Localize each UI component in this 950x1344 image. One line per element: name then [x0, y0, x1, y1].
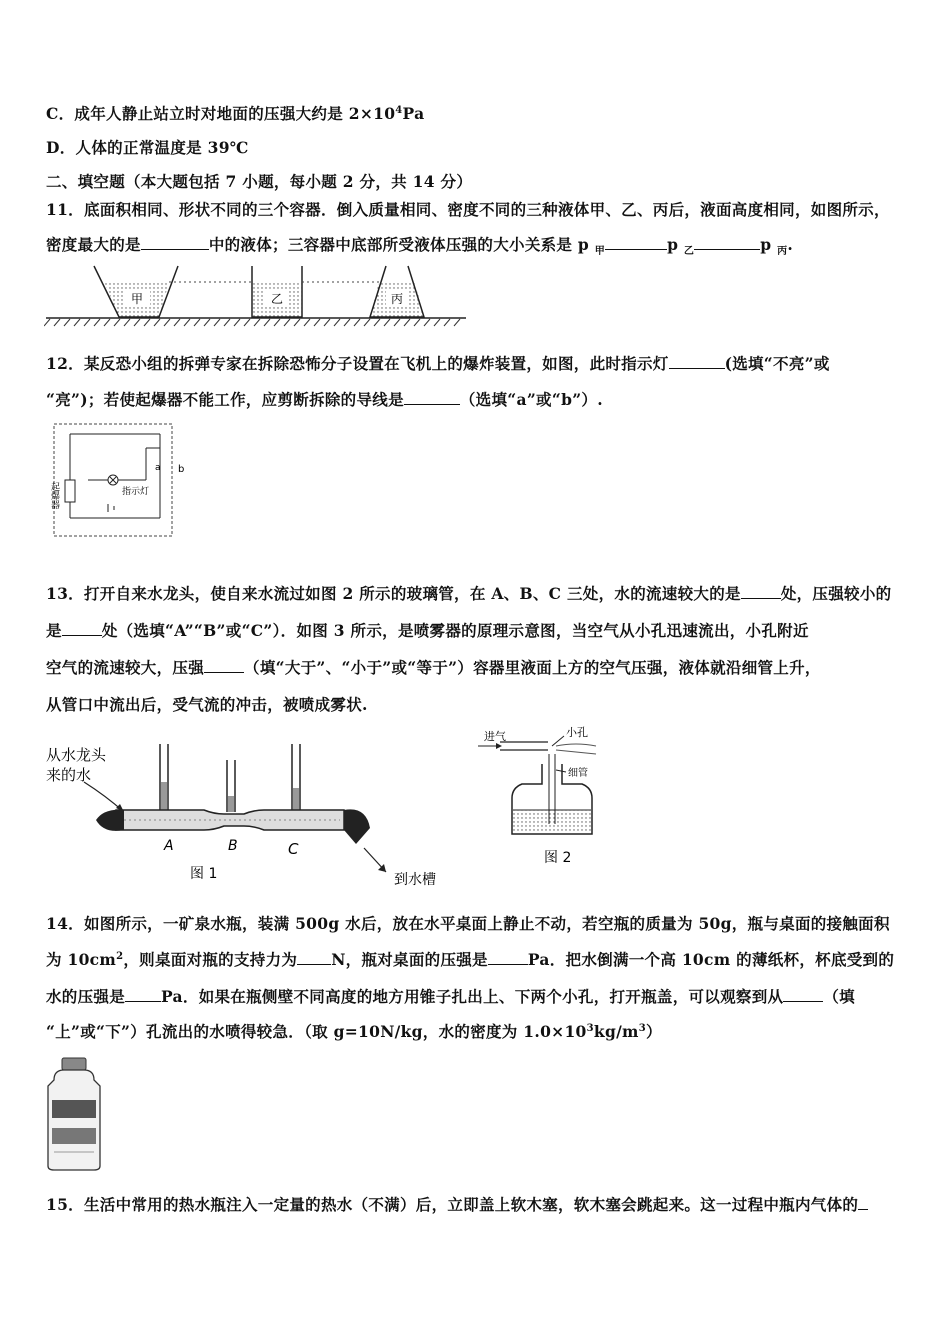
option-d: D．人体的正常温度是 39℃ [46, 138, 249, 157]
q14-bottle-figure [44, 1052, 114, 1174]
answer-blank[interactable] [404, 390, 460, 405]
answer-blank[interactable] [141, 235, 209, 250]
answer-blank[interactable] [204, 658, 244, 673]
q13-figure2 [472, 724, 622, 870]
figure1-caption: 图 1 [190, 866, 218, 882]
hole-label: 小孔 [566, 726, 588, 739]
detonator-label: 起爆器 [49, 482, 59, 509]
wire-b-label: b [178, 464, 185, 475]
q13-line4: 从管口中流出后，受气流的冲击，被喷成雾状. [46, 695, 368, 714]
q14-line3: 水的压强是 Pa．如果在瓶侧壁不同高度的地方用锥子扎出上、下两个小孔，打开瓶盖，可以观察到从 （填 [46, 987, 855, 1006]
option-c: C．成年人静止站立时对地面的压强大约是 $2\times 10^4Pa$ [46, 104, 425, 123]
q14-line1: 14．如图所示，一矿泉水瓶，装满 500g 水后，放在水平桌面上静止不动，若空瓶的质量为 50g，瓶与桌面的接触面积 [46, 914, 890, 933]
q13-figure1 [44, 738, 454, 890]
source-label-1: 从水龙头 [46, 746, 107, 764]
q13-line2: 是 处（选填“A”“B”或“C”）．如图 3 所示，是喷雾器的原理示意图，当空气从小孔迅速流出，小孔附近 [46, 621, 809, 640]
answer-blank[interactable] [488, 950, 528, 965]
wire-a-label: a [155, 463, 161, 473]
q12-line2: “亮”)；若使起爆器不能工作，应剪断拆除的导线是 （选填“a”或“b”）. [46, 390, 603, 409]
q12-line1: 12．某反恐小组的拆弹专家在拆除恐怖分子设置在飞机上的爆炸装置，如图，此时指示灯 (选填“不亮”或 [46, 354, 830, 373]
figure2-caption: 图 2 [544, 850, 572, 866]
answer-blank[interactable] [694, 235, 760, 250]
q13-line1: 13．打开自来水龙头，使自来水流过如图 2 所示的玻璃管，在 A、B、C 三处，水的流速较大的是 处，压强较小的 [46, 584, 892, 603]
answer-blank[interactable] [605, 235, 667, 250]
q11-line1: 11．底面积相同、形状不同的三个容器．倒入质量相同、密度不同的三种液体甲、乙、丙后，液面高度相同，如图所示， [46, 200, 890, 219]
q11-line2: 密度最大的是 中的液体；三容器中底部所受液体压强的大小关系是 p $_甲$ p $_乙$ p $_丙$. [46, 235, 794, 258]
answer-blank[interactable] [125, 987, 161, 1002]
label-yi: 乙 [270, 292, 284, 306]
answer-blank[interactable] [858, 1195, 868, 1210]
section-title: 二、填空题（本大题包括 7 小题，每小题 2 分，共 14 分） [46, 172, 473, 191]
answer-blank[interactable] [62, 621, 102, 636]
air-in-label: 进气 [484, 730, 506, 743]
q15-line1: 15．生活中常用的热水瓶注入一定量的热水（不满）后，立即盖上软木塞，软木塞会跳起来。这一过程中瓶内气体的 [46, 1193, 868, 1215]
source-label-2: 来的水 [46, 766, 92, 784]
answer-blank[interactable] [741, 584, 781, 599]
q14-line2: 为 $10cm^2$，则桌面对瓶的支持力为 N，瓶对桌面的压强是 Pa．把水倒满一个高 10cm 的薄纸杯，杯底受到的 [46, 950, 895, 969]
answer-blank[interactable] [783, 987, 823, 1002]
point-a-label: A [164, 838, 174, 854]
point-c-label: C [288, 840, 299, 858]
answer-blank[interactable] [297, 950, 331, 965]
label-bing: 丙 [390, 292, 404, 306]
lamp-label: 指示灯 [122, 487, 150, 497]
q12-circuit-figure [48, 420, 198, 542]
point-b-label: B [228, 838, 238, 854]
label-jia: 甲 [130, 292, 144, 306]
sink-label: 到水槽 [394, 872, 436, 888]
q11-containers-figure [44, 262, 469, 328]
q14-line4: “上”或“下”）孔流出的水喷得较急．（取 g=10N/kg，水的密度为 $1.0\times 10^3kg/m^3$） [46, 1022, 662, 1041]
answer-blank[interactable] [669, 354, 725, 369]
tube-label: 细管 [568, 768, 588, 779]
q13-line3: 空气的流速较大，压强 （填“大于”、“小于”或“等于”）容器里液面上方的空气压强，液体就沿细管上升， [46, 658, 821, 677]
